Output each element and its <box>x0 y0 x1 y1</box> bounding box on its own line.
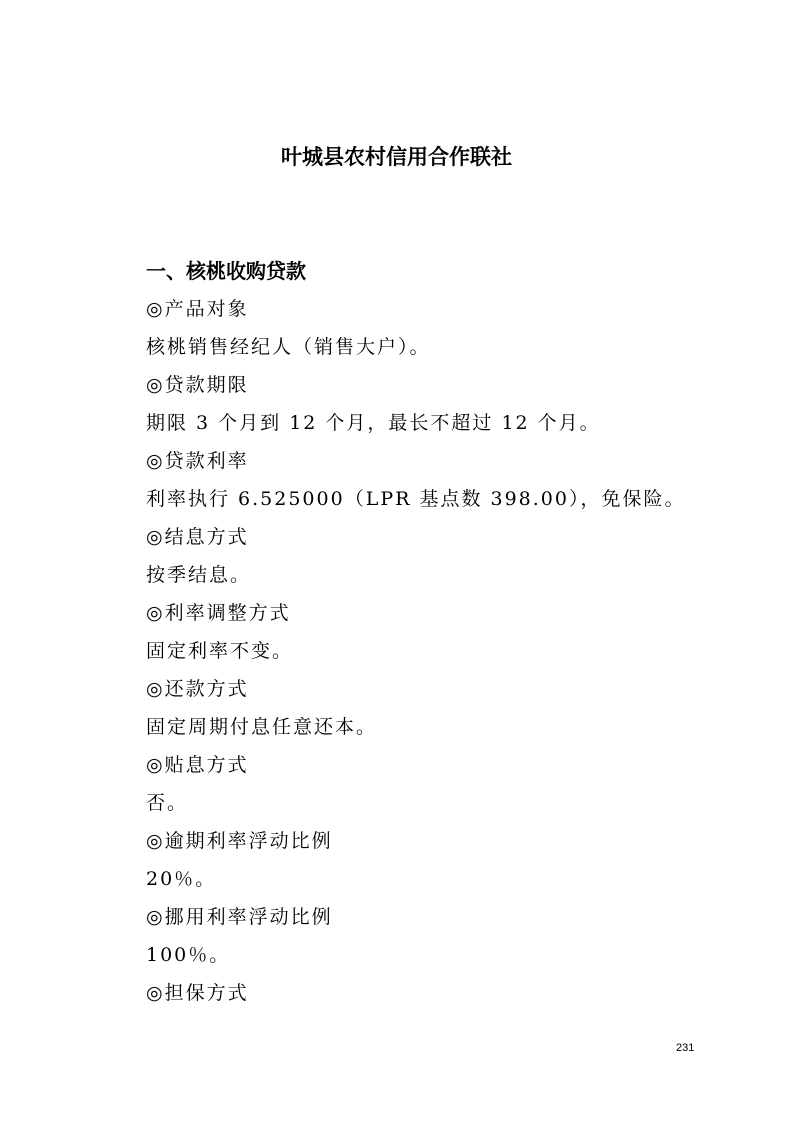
field-value-overdue-rate-float: 20％。 <box>146 868 217 890</box>
field-value-rate-adjustment: 固定利率不变。 <box>146 640 294 662</box>
field-value-repayment-method: 固定周期付息任意还本。 <box>146 716 378 738</box>
field-value-product-target: 核桃销售经纪人（销售大户）。 <box>146 336 431 358</box>
section-heading: 一、核桃收购贷款 <box>146 259 306 283</box>
field-label-interest-subsidy: ◎贴息方式 <box>146 754 249 776</box>
field-value-interest-settlement: 按季结息。 <box>146 564 252 586</box>
field-value-loan-term: 期限 3 个月到 12 个月，最长不超过 12 个月。 <box>146 412 601 434</box>
field-label-overdue-rate-float: ◎逾期利率浮动比例 <box>146 830 333 852</box>
document-title: 叶城县农村信用合作联社 <box>281 144 512 169</box>
document-body <box>146 295 686 1017</box>
field-label-rate-adjustment: ◎利率调整方式 <box>146 602 291 624</box>
field-label-misuse-rate-float: ◎挪用利率浮动比例 <box>146 906 333 928</box>
page-number: 231 <box>676 1042 695 1054</box>
field-value-interest-rate: 利率执行 6.525000（LPR 基点数 398.00），免保险。 <box>146 488 686 510</box>
field-value-misuse-rate-float: 100％。 <box>146 944 231 966</box>
field-label-product-target: ◎产品对象 <box>146 298 249 320</box>
field-label-interest-settlement: ◎结息方式 <box>146 526 249 548</box>
field-label-guarantee-method: ◎担保方式 <box>146 982 249 1004</box>
field-value-interest-subsidy: 否。 <box>146 792 189 814</box>
field-label-interest-rate: ◎贷款利率 <box>146 450 249 472</box>
field-label-loan-term: ◎贷款期限 <box>146 374 249 396</box>
field-label-repayment-method: ◎还款方式 <box>146 678 249 700</box>
